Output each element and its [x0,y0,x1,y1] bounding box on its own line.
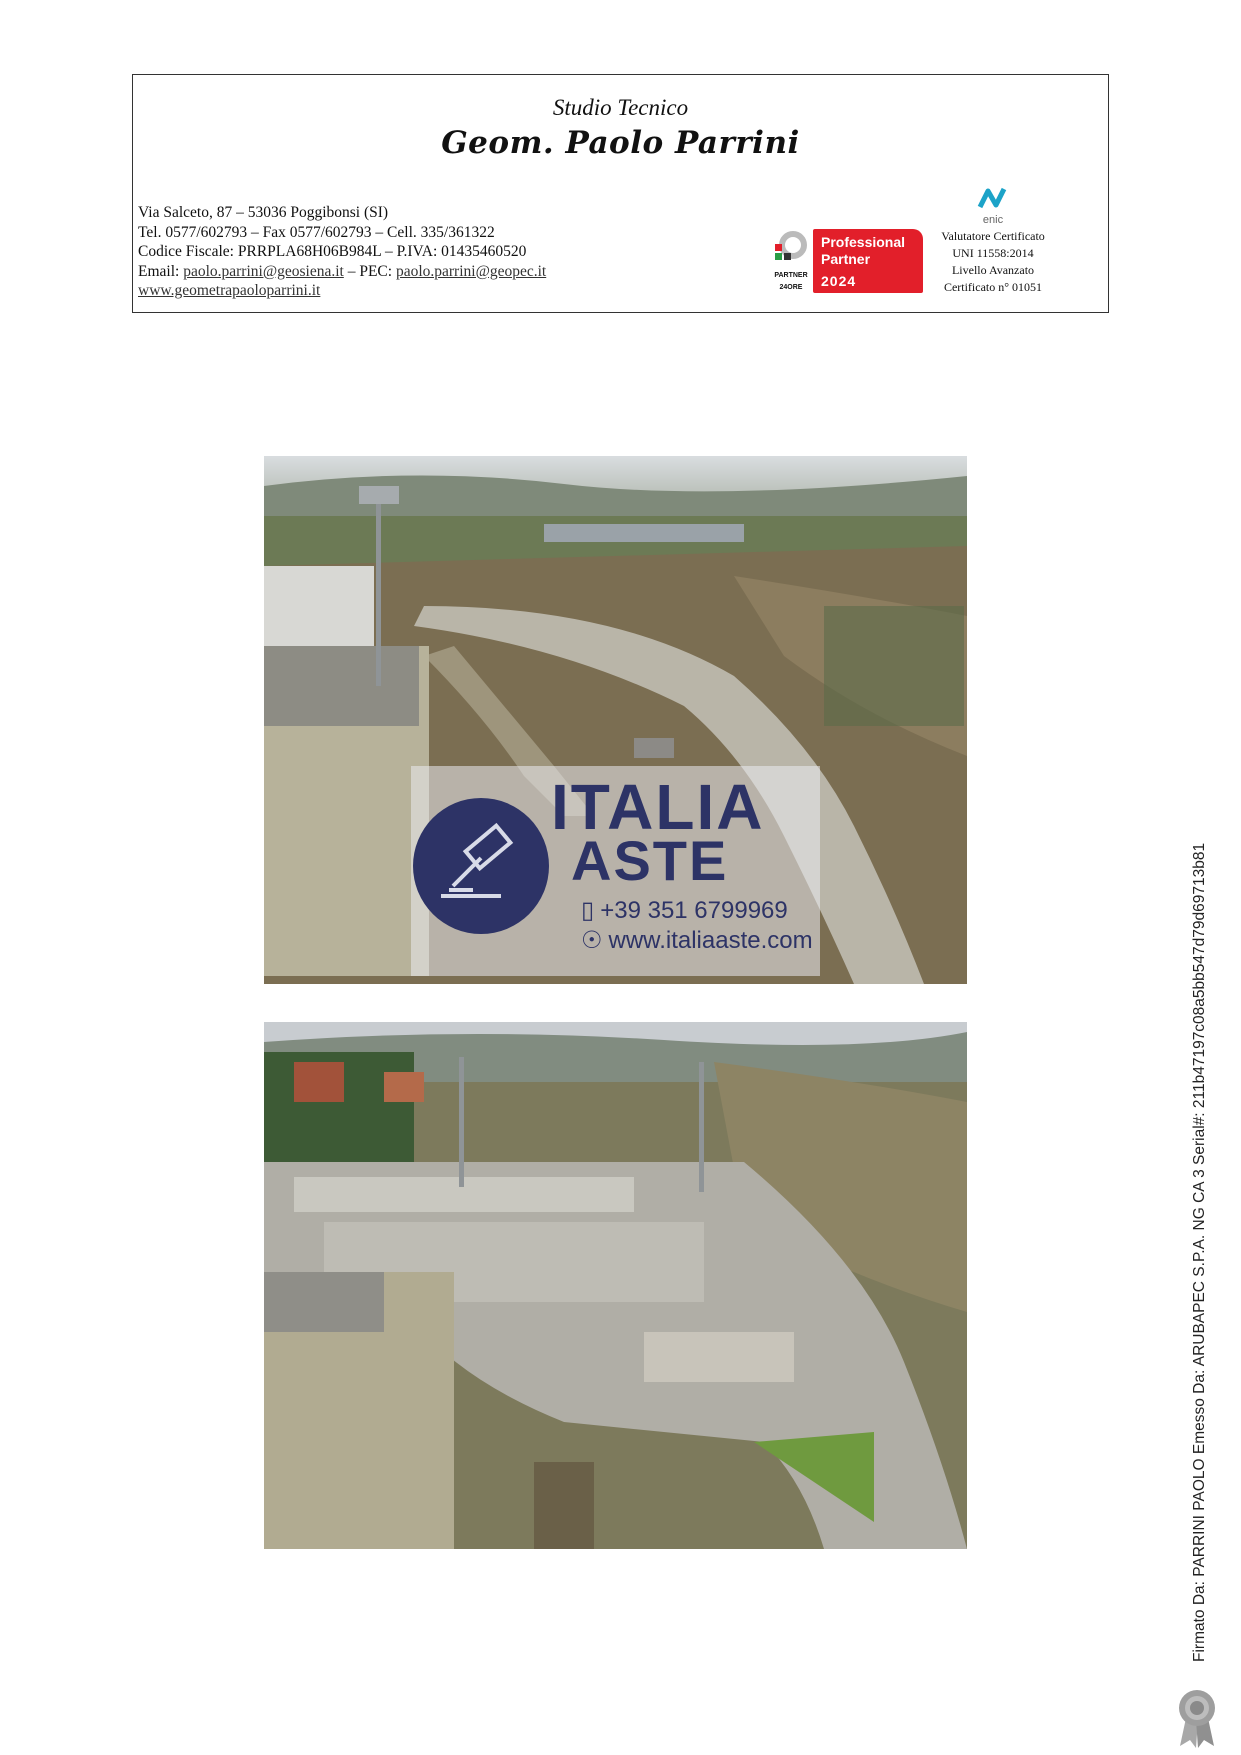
badge-year: 2024 [821,273,857,289]
watermark-web-line [581,926,813,955]
studio-label: Studio Tecnico [552,95,689,120]
address: Via Salceto, 87 – 53036 Poggibonsi (SI) [138,204,389,221]
enic-brand: enic [982,214,1004,226]
enic-line-4: Certificato n° 01051 [943,280,1043,294]
enic-logo-icon [976,185,1010,213]
email-label: Email: [138,262,184,280]
enic-certification [933,185,1053,294]
gavel-icon [413,798,549,934]
enic-line-1: Valutatore Certificato [941,229,1045,243]
enic-line-3: Livello Avanzato [951,263,1035,277]
partner-icon [771,231,811,263]
pec-label: – PEC: [343,262,396,280]
contact-block [138,203,546,301]
watermark-phone: +39 351 6799969 [600,897,788,924]
watermark-title: ITALIA [551,771,765,843]
badge-line-2: Partner [821,251,871,267]
email-link[interactable]: paolo.parrini@geosiena.it [183,262,344,280]
globe-icon: ☉ [581,927,603,954]
letterhead [132,74,1109,313]
professional-partner-badge [813,229,923,293]
gavel-logo [413,798,549,934]
certificate-seal-icon [1176,1688,1218,1748]
partner-logo-text-1: PARTNER [774,272,808,279]
website-link[interactable]: www.geometrapaoloparrini.it [138,282,321,299]
partner-24ore-logo [771,231,811,289]
email-line [138,262,546,282]
pec-link[interactable]: paolo.parrini@geopec.it [395,262,547,280]
badge-line-1: Professional [821,234,906,250]
digital-signature-text: Firmato Da: PARRINI PAOLO Emesso Da: ARUBAPEC S.P.A. NG CA 3 Serial#: 211b47197c08a5bb547d79d69713b81 [1191,842,1208,1662]
watermark-phone-line [581,896,788,925]
enic-line-2: UNI 11558:2014 [952,246,1034,260]
studio-name: Geom. Paolo Parrini [441,125,800,161]
fiscal-code: Codice Fiscale: PRRPLA68H06B984L – P.IVA: 01435460520 [138,243,527,260]
italia-aste-watermark [411,766,820,976]
mobile-phone-icon: ▯ [581,897,595,924]
watermark-subtitle: ASTE [571,829,729,892]
watermark-website: www.italiaaste.com [608,927,813,954]
partner-logo-text-2: 24ORE [779,284,803,291]
aerial-photo-parking [264,1022,967,1549]
phones: Tel. 0577/602793 – Fax 0577/602793 – Cell. 335/361322 [138,223,495,241]
